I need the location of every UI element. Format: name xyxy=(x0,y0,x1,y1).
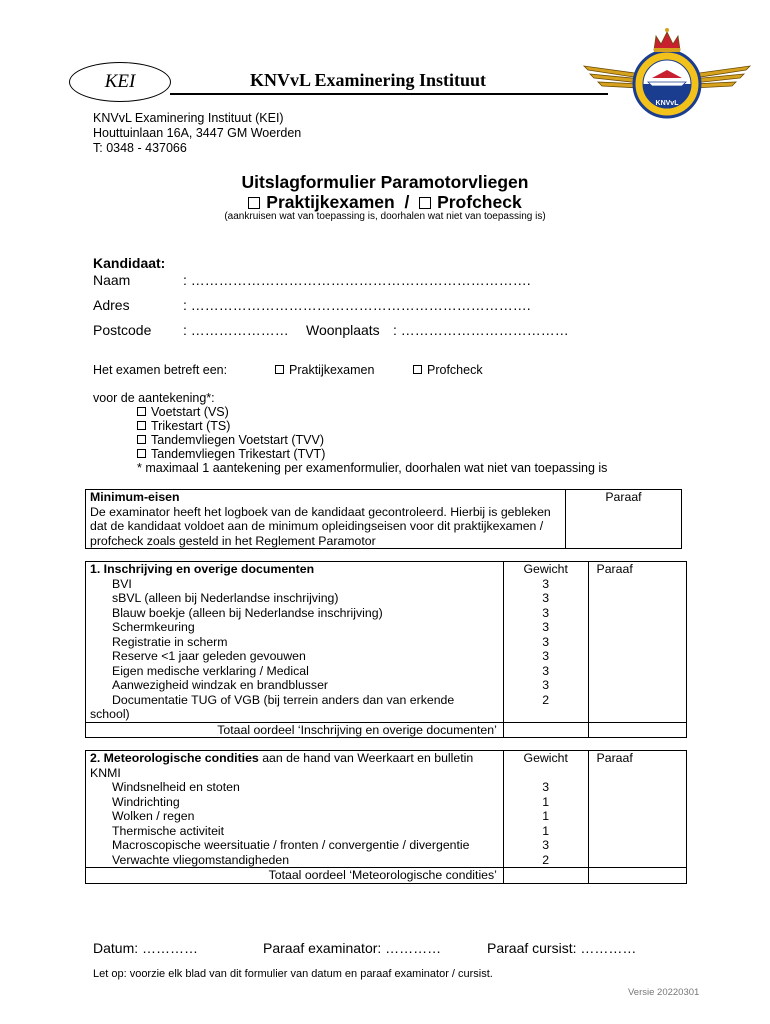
section2-total-weight-cell xyxy=(503,868,588,884)
section2-heading: 2. Meteorologische condities xyxy=(90,751,259,765)
endorsement-footnote: * maximaal 1 aantekening per examenformulier, doorhalen wat niet van toepassing is xyxy=(137,461,608,475)
weight-value: 2 xyxy=(542,692,550,707)
list-item: Schermkeuring xyxy=(112,620,195,634)
form-subtitle xyxy=(0,192,770,213)
minimum-requirements-sign-cell[interactable] xyxy=(565,490,681,549)
praktijkexamen-title-option: Praktijkexamen xyxy=(266,192,395,212)
minimum-requirements-heading: Minimum-eisen xyxy=(90,490,180,504)
list-item: sBVL (alleen bij Nederlandse inschrijving) xyxy=(112,591,339,605)
section1-total-weight-cell xyxy=(503,722,588,738)
org-title: KNVvL Examinering Instituut xyxy=(250,70,487,90)
section2-total-label: Totaal oordeel ‘Meteorologische condities’ xyxy=(86,868,504,884)
section1-weights-cell xyxy=(503,562,588,723)
list-item: Registratie in scherm xyxy=(112,634,228,649)
phone-line: T: 0348 - 437066 xyxy=(93,141,187,155)
list-item: Aanwezigheid windzak en brandblusser xyxy=(112,678,329,692)
sign-header: Paraaf xyxy=(596,751,633,765)
version-label: Versie 20220301 xyxy=(628,987,700,998)
list-item: Macroscopische weersituatie / fronten / convergentie / divergentie xyxy=(112,838,470,852)
list-item: Verwachte vliegomstandigheden xyxy=(112,852,290,867)
exam-option-praktijkexamen[interactable] xyxy=(275,363,374,377)
endorsement-label: voor de aantekening*: xyxy=(93,391,215,405)
list-item: Blauw boekje (alleen bij Nederlandse inschrijving) xyxy=(112,605,383,620)
section2-sign-cell[interactable] xyxy=(588,751,686,868)
list-item: Documentatie TUG of VGB (bij terrein anders dan van erkende xyxy=(112,692,455,707)
postcode-field[interactable]: : ………………… xyxy=(183,322,289,338)
checkbox-icon[interactable] xyxy=(137,435,146,444)
weight-header: Gewicht xyxy=(523,562,568,576)
endorsement-label: Voetstart (VS) xyxy=(151,405,229,419)
weight-value: 3 xyxy=(542,576,550,591)
list-item: Windrichting xyxy=(112,794,180,809)
weight-value: 3 xyxy=(542,678,550,692)
profcheck-option-checkbox[interactable] xyxy=(413,365,422,374)
postcode-label: Postcode xyxy=(93,322,152,338)
weight-value: 2 xyxy=(542,852,550,867)
weight-value: 3 xyxy=(542,649,550,663)
list-item: Eigen medische verklaring / Medical xyxy=(112,663,309,678)
list-item: Thermische activiteit xyxy=(112,823,225,838)
sign-header: Paraaf xyxy=(596,562,633,576)
address-line-2: Houttuinlaan 16A, 3447 GM Woerden xyxy=(93,126,302,140)
name-field[interactable]: : ………………………………………………………………. xyxy=(183,272,531,288)
address-line-1: KNVvL Examinering Instituut (KEI) xyxy=(93,111,284,125)
section2-heading-rest: aan de hand van Weerkaart en bulletin KNMI xyxy=(90,751,474,780)
city-label: Woonplaats xyxy=(306,322,380,338)
profcheck-checkbox[interactable] xyxy=(419,197,431,209)
praktijkexamen-option-label: Praktijkexamen xyxy=(289,363,375,377)
kei-logo-text: KEI xyxy=(104,71,136,92)
checkbox-icon[interactable] xyxy=(137,421,146,430)
section2-weights-cell xyxy=(503,751,588,868)
endorsement-tvv[interactable] xyxy=(137,433,324,447)
weight-value: 1 xyxy=(542,794,550,809)
form-title: Uitslagformulier Paramotorvliegen xyxy=(241,172,529,192)
weight-value: 3 xyxy=(542,591,550,605)
section1-total-sign-cell[interactable] xyxy=(588,722,687,738)
city-field[interactable]: : ……………………………… xyxy=(393,322,569,338)
weight-value: 3 xyxy=(542,634,550,649)
profcheck-option-label: Profcheck xyxy=(427,363,483,377)
examiner-sign-field[interactable]: Paraaf examinator: ………… xyxy=(263,940,442,956)
checkbox-icon[interactable] xyxy=(137,449,146,458)
minimum-requirements-text: De examinator heeft het logboek van de kandidaat gecontroleerd. Hierbij is gebleken dat de kandidaat voldoet aan de minimum opleidingseisen voor dit praktijkexamen / profcheck zoals gesteld in het Reglement Paramotor xyxy=(90,504,551,548)
section1-total-label: Totaal oordeel ‘Inschrijving en overige documenten’ xyxy=(86,722,504,738)
section1-sign-cell[interactable] xyxy=(588,562,687,723)
praktijkexamen-checkbox[interactable] xyxy=(248,197,260,209)
footer-note: Let op: voorzie elk blad van dit formulier van datum en paraaf examinator / cursist. xyxy=(93,968,493,980)
checkbox-icon[interactable] xyxy=(137,407,146,416)
weight-header: Gewicht xyxy=(523,751,568,765)
section1-items-cell xyxy=(86,562,504,723)
endorsement-label: Tandemvliegen Voetstart (TVV) xyxy=(151,433,324,447)
name-label: Naam xyxy=(93,272,131,288)
list-item: Wolken / regen xyxy=(112,809,195,823)
weight-value: 1 xyxy=(542,809,550,823)
knvvl-badge-logo xyxy=(582,14,752,120)
list-item: Reserve <1 jaar geleden gevouwen xyxy=(112,649,306,663)
profcheck-title-option: Profcheck xyxy=(437,192,522,212)
minimum-requirements-cell xyxy=(86,490,566,549)
section2-total-sign-cell[interactable] xyxy=(588,868,686,884)
endorsement-label: Tandemvliegen Trikestart (TVT) xyxy=(151,447,326,461)
list-item: BVI xyxy=(112,576,132,591)
endorsement-vs[interactable] xyxy=(137,405,229,419)
candidate-heading: Kandidaat: xyxy=(93,255,166,271)
sign-header: Paraaf xyxy=(605,490,642,504)
title-separator: / xyxy=(404,192,410,212)
endorsement-label: Trikestart (TS) xyxy=(151,419,231,433)
endorsement-ts[interactable] xyxy=(137,419,230,433)
section1-heading: 1. Inschrijving en overige documenten xyxy=(90,562,315,576)
student-sign-field[interactable]: Paraaf cursist: ………… xyxy=(487,940,637,956)
weight-value: 3 xyxy=(542,663,550,678)
kei-logo xyxy=(69,62,171,102)
header-rule xyxy=(170,93,608,95)
badge-text: KNVvL xyxy=(655,100,679,107)
praktijkexamen-option-checkbox[interactable] xyxy=(275,365,284,374)
weight-value: 3 xyxy=(542,780,550,794)
section2-table xyxy=(85,750,687,884)
list-item-wrap: school) xyxy=(90,707,130,721)
exam-option-profcheck[interactable] xyxy=(413,363,483,377)
minimum-requirements-table xyxy=(85,489,682,549)
weight-value: 3 xyxy=(542,838,550,852)
endorsement-tvt[interactable] xyxy=(137,447,325,461)
list-item: Windsnelheid en stoten xyxy=(112,780,240,794)
date-field[interactable]: Datum: ………… xyxy=(93,940,199,956)
address-field[interactable]: : ………………………………………………………………. xyxy=(183,297,531,313)
exam-type-label: Het examen betreft een: xyxy=(93,363,228,377)
title-instruction: (aankruisen wat van toepassing is, doorhalen wat niet van toepassing is) xyxy=(224,211,546,222)
weight-value: 1 xyxy=(542,823,550,838)
address-label: Adres xyxy=(93,297,130,313)
weight-value: 3 xyxy=(542,620,550,634)
weight-value: 3 xyxy=(542,605,550,620)
section1-table xyxy=(85,561,687,738)
section2-items-cell xyxy=(86,751,504,868)
